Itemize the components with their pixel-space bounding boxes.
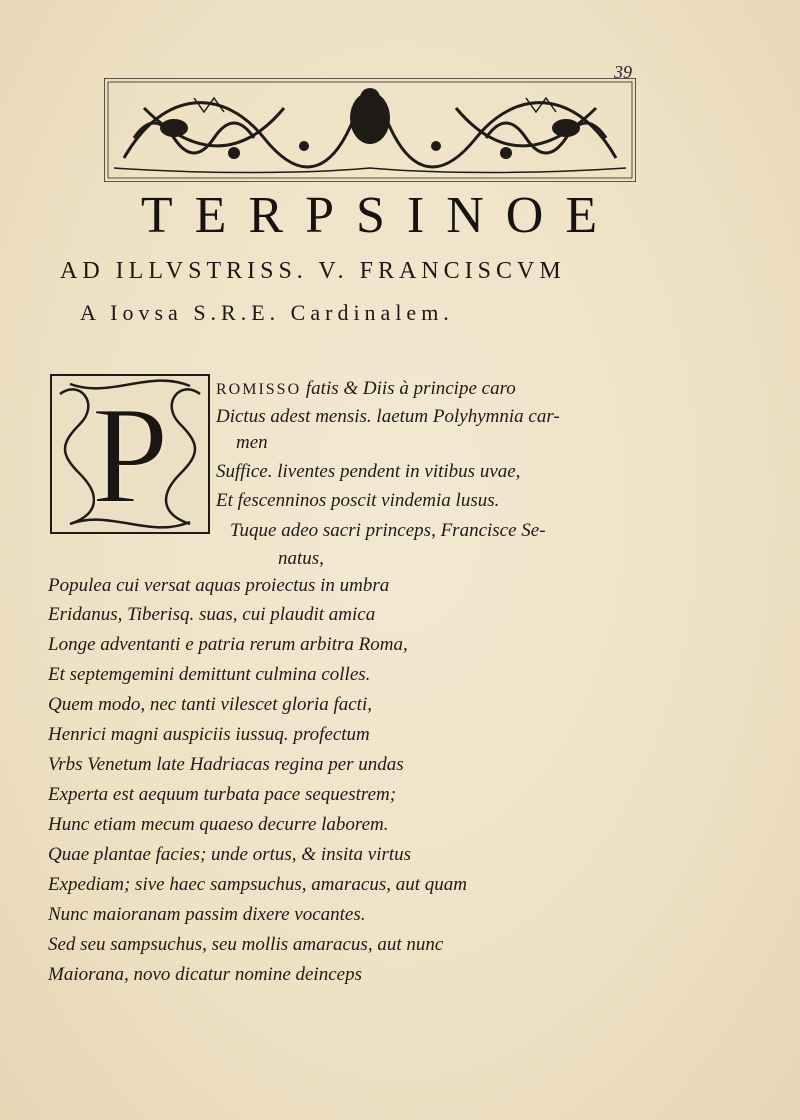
poem-line: Et fescenninos poscit vindemia lusus. [216,490,500,511]
poem-line: Experta est aequum turbata pace sequestrem; [48,784,397,805]
dedication-line-2: A Iovsa S.R.E. Cardinalem. [80,300,454,325]
poem-line: Vrbs Venetum late Hadriacas regina per undas [48,754,404,775]
poem-line: Maiorana, novo dicatur nomine deinceps [48,964,362,985]
poem-line: Sed seu sampsuchus, seu mollis amaracus, aut nunc [48,934,444,955]
poem-line: Hunc etiam mecum quaeso decurre laborem. [48,814,389,835]
poem-line: Henrici magni auspiciis iussuq. profectum [48,724,370,745]
poem-line: Populea cui versat aquas proiectus in umbra [48,575,390,596]
drop-cap-letter: P [91,378,169,533]
poem-line: Suffice. liventes pendent in vitibus uvae, [216,461,521,482]
poem-line: Quae plantae facies; unde ortus, & insita virtus [48,844,412,865]
first-word-caps: ROMISSO [216,381,302,398]
poem-line: Dictus adest mensis. laetum Polyhymnia car- [216,406,560,427]
page-number: 39 [614,62,632,82]
poem-line: Longe adventanti e patria rerum arbitra Roma, [48,634,408,655]
poem-line: men [236,432,268,453]
poem-title: TERPSINOE [140,187,620,244]
poem-line: Eridanus, Tiberisq. suas, cui plaudit amica [48,604,376,625]
poem-line: Nunc maioranam passim dixere vocantes. [48,904,366,925]
poem-line [216,378,516,400]
poem-line: Et septemgemini demittunt culmina colles. [48,664,371,685]
poem-line: Tuque adeo sacri princeps, Francisce Se- [230,520,546,541]
first-line-text: fatis & Diis à principe caro [301,378,516,399]
poem-line: Expediam; sive haec sampsuchus, amaracus, aut quam [48,874,467,895]
poem-line: Quem modo, nec tanti vilescet gloria facti, [48,694,372,715]
dedication-line-1: AD ILLVSTRISS. V. FRANCISCVM [60,258,566,284]
poem-line: natus, [278,548,324,569]
